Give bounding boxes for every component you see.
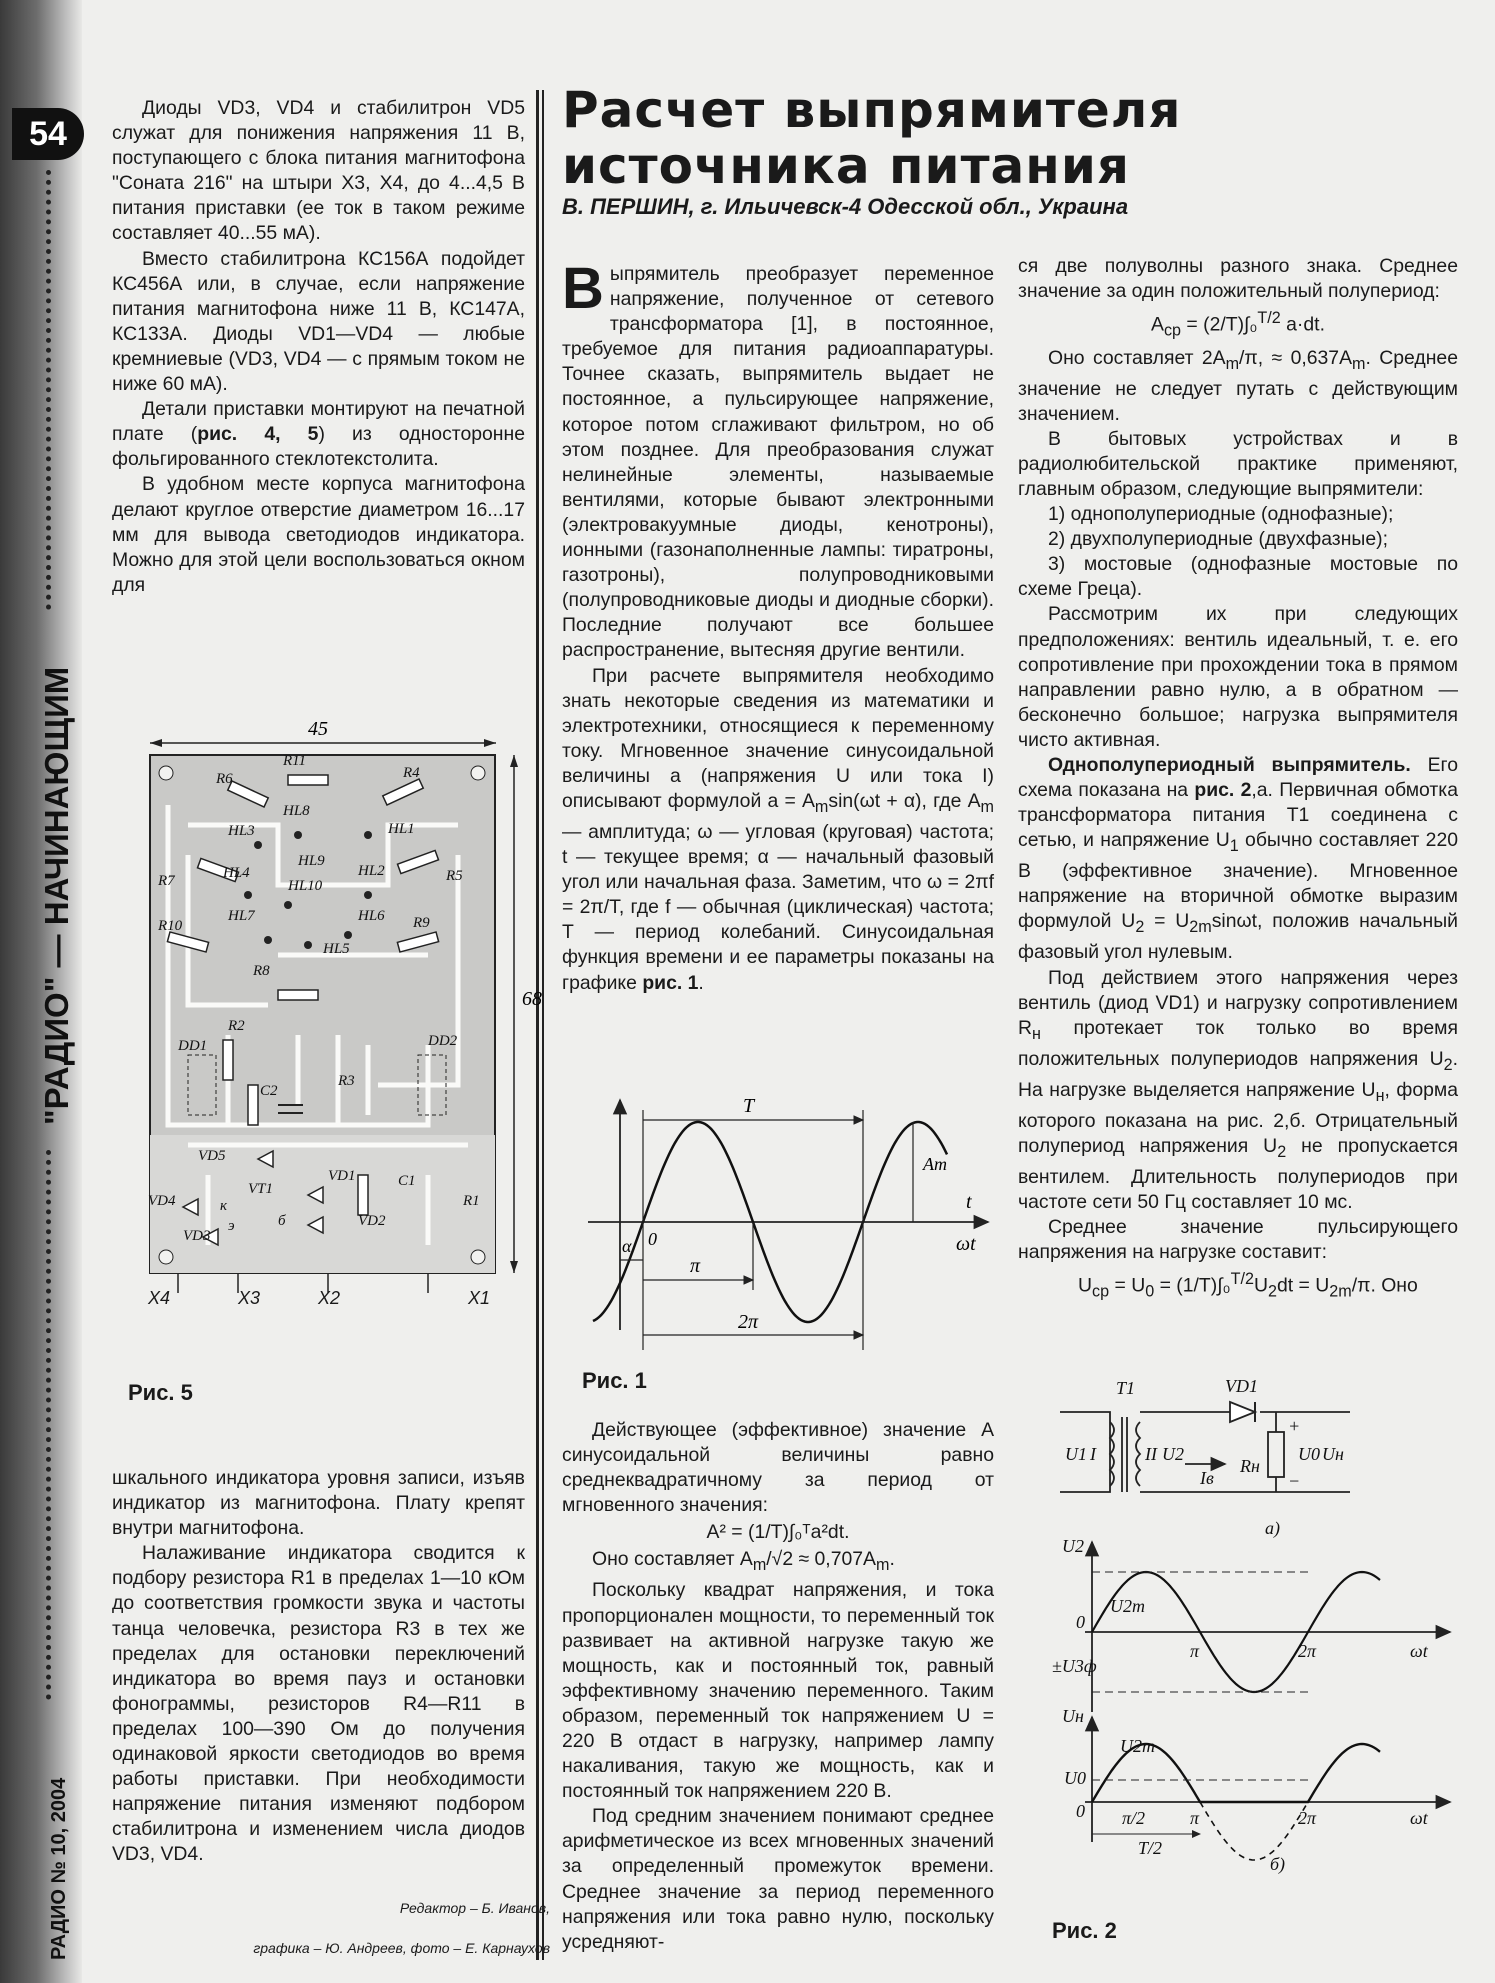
- fig2-label-2pi-b: 2π: [1298, 1808, 1317, 1828]
- formula-rms: A² = (1/T)∫₀ᵀa²dt.: [706, 1521, 850, 1544]
- fig2-label-wt-a: ωt: [1410, 1641, 1428, 1661]
- fig2-axis-label-u2: U2: [1062, 1536, 1084, 1556]
- middle-paragraph-2: При расчете выпрямителя необходимо знать некоторые сведения из математики и электротехники, относящиеся к переменному току. Мгновенное значение синусоидальной величины а (напряжения U или тока I) описывают формулой $а = A_m\sin(\omega t + \alpha)$, где $A_m$ — амплитуда; ω — угловая (круговая) частота; t — текущее время; α — начальный фазовый угол или начальная фаза. Заметим, что ω = 2πf = 2π/T, где f — обычная (циклическая) частота; T — период колебаний. Синусоидальная функция времени и ее параметры показаны на графике рис. 1.: [562, 664, 994, 994]
- pcb-label-vt1: VT1: [248, 1181, 274, 1197]
- drop-cap: В: [562, 256, 604, 321]
- fig2-label-u0-b: U0: [1064, 1768, 1086, 1788]
- fig1-label-period: T: [743, 1095, 755, 1117]
- figure-ref: рис. 1: [642, 971, 699, 994]
- fig1-label-alpha: α: [622, 1236, 632, 1256]
- pcb-label-r10: R10: [158, 918, 183, 934]
- left-column-bottom: [112, 1466, 525, 1868]
- figure-ref: рис. 2: [1194, 779, 1252, 802]
- fig2-label-t1: T1: [1116, 1378, 1136, 1398]
- fig2-label-uzf: ±U3ф: [1052, 1656, 1097, 1676]
- title-line-2: источника питания: [562, 137, 1130, 195]
- fig2-label-b: б): [1270, 1854, 1286, 1874]
- fig2-label-pi-b: π: [1190, 1808, 1200, 1828]
- list-item-1: 1) однополупериодные (однофазные);: [1048, 503, 1394, 526]
- figure-5-caption: Рис. 5: [128, 1380, 193, 1405]
- credit-graphics: графика – Ю. Андреев, фото – Е. Карнаухов: [253, 1940, 550, 1956]
- middle-column-top: [562, 256, 994, 996]
- right-paragraph-7: Среднее значение пульсирующего напряжения на нагрузке составит:: [1018, 1215, 1458, 1263]
- fig1-label-amplitude: Am: [923, 1154, 947, 1174]
- pcb-label-b: б: [278, 1213, 286, 1229]
- fig1-label-omega-t: ωt: [956, 1233, 976, 1255]
- right-paragraph-2: Оно составляет $2A_m/\pi$, ≈ $0,637A_m$. Среднее значение не следует путать с действующим значением.: [1018, 346, 1458, 425]
- fig2-label-u2: U2: [1162, 1444, 1184, 1464]
- left-paragraph-6: Налаживание индикатора сводится к подбору резистора R1 в пределах 1—10 кОм до соответствия громкости звука и частоты танца человечка, резистора R3 в тех же пределах для остановки переключений индикатора во время пауз и остановки фонограммы, резисторов R4—R11 в пределах 100—390 Ом до получения одинаковой яркости светодиодов во время работы приставки. При необходимости напряжение питания изменяют подбором стабилитрона и изменением числа диодов VD3, VD4.: [112, 1542, 525, 1866]
- pcb-label-dd2: DD2: [428, 1033, 458, 1049]
- pcb-label-r6: R6: [216, 771, 233, 787]
- fig1-label-pi: π: [690, 1255, 701, 1277]
- fig2-label-pi-half: π/2: [1122, 1808, 1146, 1828]
- fig2-label-2pi-a: 2π: [1298, 1641, 1317, 1661]
- fig2-label-vd1: VD1: [1225, 1376, 1258, 1396]
- fig2-label-u2m-b: U2m: [1120, 1736, 1155, 1756]
- pcb-label-hl3: HL3: [228, 823, 255, 839]
- pcb-label-hl2: HL2: [358, 863, 385, 879]
- pcb-label-r7: R7: [158, 873, 175, 889]
- pcb-label-hl8: HL8: [283, 803, 310, 819]
- fig2-label-iv: Iв: [1200, 1468, 1214, 1488]
- pcb-label-r3: R3: [338, 1073, 355, 1089]
- fig1-label-t: t: [966, 1191, 972, 1213]
- pcb-label-vd5: VD5: [198, 1148, 226, 1164]
- figure-5-pcb: [128, 705, 542, 1295]
- pcb-label-r4: R4: [403, 765, 420, 781]
- list-item-3: 3) мостовые (однофазные мостовые по схеме Греца).: [1018, 553, 1458, 601]
- right-paragraph-1: ся две полуволны разного знака. Среднее значение за один положительный полупериод:: [1018, 255, 1458, 303]
- pcb-label-c1: C1: [398, 1173, 416, 1189]
- section-heading: Однополупериодный выпрямитель.: [1048, 754, 1411, 776]
- fig2-label-plus: +: [1288, 1416, 1301, 1436]
- text-run: ) из односторонне фольгированного стеклотекстолита.: [112, 423, 525, 471]
- fig2-label-wt-b: ωt: [1410, 1808, 1428, 1828]
- figure-ref: рис. 4, 5: [197, 423, 319, 446]
- figure-2-half-wave-rectifier: [1050, 1372, 1470, 1872]
- middle-paragraph-4: Оно составляет $A_m/√2 \approx 0,707A_m$.: [592, 1548, 895, 1575]
- terminal-x4: X4: [148, 1288, 171, 1308]
- middle-paragraph-5: Поскольку квадрат напряжения, и тока пропорционален мощности, то переменный ток развивает на активной нагрузке такую же мощность, как и постоянный ток, равный эффективному значению переменного. Таким образом, переменный ток напряжением U = 220 В отдаст в нагрузку, например лампу накаливания, такую же мощность, как и постоянный ток напряжением 220 В.: [562, 1579, 994, 1803]
- pcb-label-hl9: HL9: [298, 853, 325, 869]
- right-paragraph-5: [1018, 753, 1458, 966]
- fig2-label-rn: Rн: [1240, 1456, 1260, 1476]
- pcb-label-c2: C2: [260, 1083, 278, 1099]
- figure-1-caption: Рис. 1: [582, 1368, 647, 1393]
- fig2-label-zero-a: 0: [1076, 1612, 1085, 1632]
- left-paragraph-4: В удобном месте корпуса магнитофона делают круглое отверстие диаметром 16...17 мм для вывода светодиодов индикатора. Можно для этой цели воспользоваться окном для: [112, 473, 525, 596]
- figure-1-sinusoid: [578, 1090, 998, 1350]
- right-paragraph-6: Под действием этого напряжения через вентиль (диод VD1) и нагрузку сопротивлением $R_н$ протекает ток только во время положительных полупериодов напряжения $U_2$. На нагрузке выделяется напряжение $U_н$, форма которого показана на рис. 2,б. Отрицательный полупериод напряжения $U_2$ не пропускается вентилем. Длительность полупериодов при частоте сети 50 Гц составляет 10 мс.: [1018, 966, 1459, 1213]
- fig2-label-u0: U0: [1298, 1444, 1320, 1464]
- pcb-label-dd1: DD1: [178, 1038, 208, 1054]
- pcb-label-r11: R11: [283, 753, 307, 769]
- fig2-label-u1: U1: [1065, 1444, 1087, 1464]
- dotted-rule-top: [46, 170, 51, 610]
- dim-width-label: 45: [308, 718, 328, 740]
- pcb-label-r5: R5: [446, 868, 463, 884]
- fig2-label-secondary: II: [1145, 1444, 1157, 1464]
- dotted-rule-bottom: [46, 1150, 51, 1700]
- fig2-label-zero-b: 0: [1076, 1801, 1085, 1821]
- right-paragraph-3: В бытовых устройствах и в радиолюбительской практике применяют, главным образом, следующие выпрямители:: [1018, 427, 1458, 500]
- fig2-label-pi-a: π: [1190, 1641, 1200, 1661]
- pcb-label-r1: R1: [463, 1193, 480, 1209]
- pcb-label-r8: R8: [253, 963, 270, 979]
- pcb-label-r2: R2: [228, 1018, 245, 1034]
- pcb-label-vd4: VD4: [148, 1193, 176, 1209]
- pcb-label-hl7: HL7: [228, 908, 255, 924]
- pcb-label-hl10: HL10: [288, 878, 323, 894]
- terminal-x3: X3: [238, 1288, 261, 1308]
- fig2-label-primary: I: [1090, 1444, 1096, 1464]
- left-paragraph-5: шкального индикатора уровня записи, изъяв индикатор из магнитофона. Плату крепят внутри магнитофона.: [112, 1467, 525, 1540]
- right-paragraph-4: Рассмотрим их при следующих предположениях: вентиль идеальный, т. е. его сопротивление при прохождении тока в прямом направлении равно нулю, а в обратном — бесконечно большое; нагрузка выпрямителя чисто активная.: [1018, 603, 1458, 751]
- text-run: ,а. Первичная обмотка трансформатора питания T1 соединена с сетью, и напряжение $U_1$ обычно составляет 220 В (эффективное значение). Мгновенное напряжение на вторичной обмотке выразим формулой $U_2 = U_{2m}\sin\omega t$, положив начальный фазовый угол нулевым.: [1018, 779, 1459, 964]
- left-paragraph-1: Диоды VD3, VD4 и стабилитрон VD5 служат для понижения напряжения 11 В, поступающего с блока питания магнитофона "Соната 216" на штыри Х3, Х4, до 4...4,5 В питания приставки (ее ток в таком режиме составляет 40...55 мА).: [112, 97, 525, 245]
- middle-paragraph-1: [562, 256, 994, 664]
- left-column-top: [112, 96, 525, 598]
- credit-editor: Редактор – Б. Иванов,: [399, 1900, 550, 1916]
- left-paragraph-2: Вместо стабилитрона КС156А подойдет КС456А или, в случае, если напряжение питания магнитофона ниже 11 В, КС147А, КС133А. Диоды VD1—VD4 — любые кремниевые (VD3, VD4 — с прямым током не ниже 60 мА).: [112, 247, 525, 396]
- fig1-label-zero: 0: [648, 1229, 657, 1249]
- text-run: При расчете выпрямителя необходимо знать некоторые сведения из математики и электротехники, относящиеся к переменному току. Мгновенное значение синусоидальной величины а (напряжения U или тока I) описывают формулой $а = A_m\sin(\omega t + \alpha)$, где $A_m$ — амплитуда; ω — угловая (круговая) частота; t — текущее время; α — начальный фазовый угол или начальная фаза. Заметим, что ω = 2πf = 2π/T, где f — обычная (циклическая) частота; T — период колебаний. Синусоидальная функция времени и ее параметры показаны на графике: [562, 664, 994, 994]
- terminal-x2: X2: [318, 1288, 341, 1308]
- pcb-label-hl5: HL5: [323, 941, 350, 957]
- text-run: ыпрямитель преобразует переменное напряжение, полученное от сетевого трансформатора [1], в постоянное, требуемое для питания радиоаппаратуры. Точнее сказать, выпрямитель выдает не постоянное, а пульсирующее напряжение, которое потом сглаживают фильтром, но об этом позднее. Для преобразования служат нелинейные элементы, называемые вентилями, которые бывают электронными (электровакуумные диоды, кенотроны), ионными (газонаполненные лампы: тиратроны, газотроны), полупроводниковыми (полупроводниковые диоды и диодные сборки). Последние получают все большее распространение, вытесняя другие вентили.: [562, 263, 994, 662]
- pcb-label-vd2: VD2: [358, 1213, 386, 1229]
- pcb-label-hl6: HL6: [358, 908, 385, 924]
- article-title: [562, 82, 1442, 194]
- text-run: Его схема показана на: [1018, 754, 1458, 802]
- list-item-2: 2) двухполупериодные (двухфазные);: [1048, 528, 1388, 551]
- column-rule-2: [542, 90, 544, 1960]
- fig2a-diode-symbol: [1230, 1402, 1255, 1422]
- pcb-label-vd3: VD3: [183, 1228, 211, 1244]
- byline: В. ПЕРШИН, г. Ильичевск-4 Одесской обл., Украина: [562, 194, 1129, 219]
- dim-height-label: 68: [522, 988, 542, 1010]
- fig2-un-blocked-halfwave: [1200, 1802, 1308, 1860]
- pcb-label-r9: R9: [413, 915, 430, 931]
- left-paragraph-3: [112, 397, 525, 472]
- issue-label: РАДИО № 10, 2004: [48, 1777, 70, 1960]
- pcb-label-vd1: VD1: [328, 1168, 356, 1184]
- terminal-x1: X1: [468, 1288, 491, 1308]
- section-title: "РАДИО" — НАЧИНАЮЩИМ: [38, 666, 75, 1125]
- right-column-top: [1018, 254, 1458, 1306]
- page-number: 54: [12, 108, 84, 160]
- fig2-label-un: Uн: [1322, 1444, 1344, 1464]
- fig2-axis-label-un: Uн: [1062, 1706, 1084, 1726]
- fig2-label-u2m: U2m: [1110, 1596, 1145, 1616]
- middle-paragraph-3: Действующее (эффективное) значение А синусоидальной величины равно среднеквадратичному за период от мгновенного значения:: [562, 1419, 994, 1517]
- fig2-label-minus: −: [1288, 1471, 1301, 1491]
- pcb-label-k: к: [220, 1198, 228, 1214]
- formula-load-average: $U_{ср} = U_0 = (1/T)\int_0^{T/2}U_2dt = U_{2m}/\pi$. Оно: [1078, 1270, 1418, 1301]
- fig2-label-a: а): [1265, 1518, 1280, 1538]
- text-run: Детали приставки монтируют на печатной плате (: [112, 398, 525, 446]
- fig1-label-2pi: 2π: [738, 1311, 759, 1333]
- middle-paragraph-6: Под средним значением понимают среднее арифметическое из всех мгновенных значений за определенный промежуток времени. Среднее значение за период переменного напряжения или тока равно нулю, поскольку усредняют-: [562, 1805, 994, 1953]
- figure-2-caption: Рис. 2: [1052, 1918, 1117, 1943]
- title-line-1: Расчет выпрямителя: [562, 81, 1182, 139]
- middle-column-bottom: [562, 1418, 994, 1955]
- formula-average: $A_{ср} = (2/T)\int_0^{T/2}$ a·dt.: [1151, 309, 1325, 340]
- fig2-label-t-half: T/2: [1138, 1838, 1163, 1858]
- pcb-label-hl4: HL4: [223, 865, 250, 881]
- pcb-label-e: э: [228, 1218, 235, 1234]
- pcb-label-hl1: HL1: [388, 821, 415, 837]
